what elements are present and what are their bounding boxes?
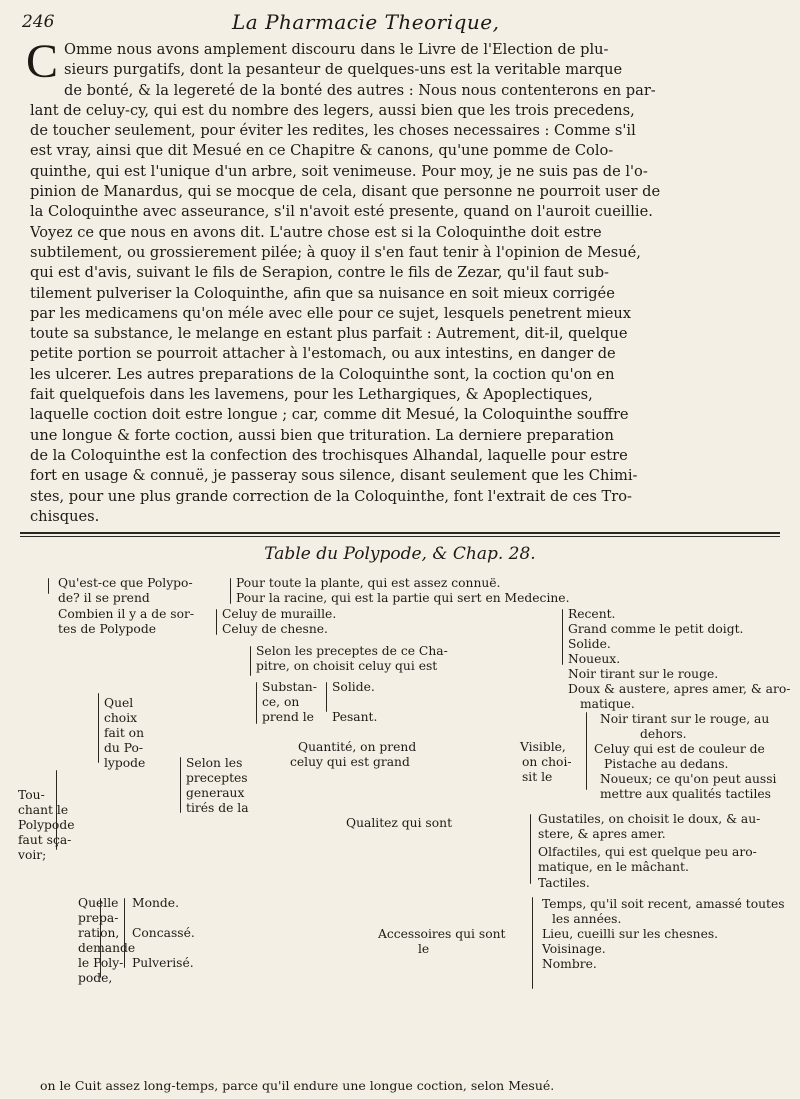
outline-label: faut sça- xyxy=(18,833,72,847)
page-number: 246 xyxy=(22,12,55,32)
outline-item: Pistache au dedans. xyxy=(604,757,729,771)
outline-question: Qu'est-ce que Polypo- xyxy=(58,576,193,590)
outline-item: Noir tirant sur le rouge, au xyxy=(600,712,770,726)
paragraph-line: sieurs purgatifs, dont la pesanteur de quelques-uns est la veritable marque xyxy=(64,61,623,79)
outline-item: Lieu, cueilli sur les chesnes. xyxy=(542,927,719,941)
paragraph-line: quinthe, qui est l'unique d'un arbre, soit venimeuse. Pour moy, je ne suis pas de l'o- xyxy=(30,162,648,180)
outline-item: Doux & austere, apres amer, & aro- xyxy=(568,682,791,696)
outline-brace xyxy=(326,682,327,712)
outline-item: on choi- xyxy=(522,755,572,769)
outline-label: lypode xyxy=(104,756,146,770)
outline-item: Nombre. xyxy=(542,957,597,971)
outline-item: Olfactiles, qui est quelque peu aro- xyxy=(538,845,757,859)
outline-item: Visible, xyxy=(520,740,566,754)
outline-item: Monde. xyxy=(132,896,179,910)
outline-label: Quel xyxy=(104,696,134,710)
outline-answer: Pour toute la plante, qui est assez connuë. xyxy=(236,576,501,590)
paragraph-line: petite portion se pourroit attacher à l'estomach, ou aux intestins, en danger de xyxy=(30,345,616,363)
outline-item: dehors. xyxy=(640,727,687,741)
outline-label: pode, xyxy=(78,971,113,985)
outline-label: Polypode xyxy=(18,818,75,832)
outline-item: mettre aux qualités tactiles xyxy=(600,787,771,801)
outline-label: tirés de la xyxy=(186,801,249,815)
paragraph-line: fort en usage & connuë, je passeray sous silence, disant seulement que les Chimi- xyxy=(30,467,638,485)
paragraph-line: chisques. xyxy=(30,507,100,525)
table-title: Table du Polypode, & Chap. 28. xyxy=(264,544,536,564)
outline-item: Concassé. xyxy=(132,926,195,940)
outline-label: voir; xyxy=(18,848,47,862)
outline-question: de? il se prend xyxy=(58,591,150,605)
outline-brace xyxy=(530,814,531,884)
outline-item: Grand comme le petit doigt. xyxy=(568,622,744,636)
outline-item: Solide. xyxy=(332,680,375,694)
outline-brace xyxy=(562,609,563,665)
outline-item: Quantité, on prend xyxy=(298,740,417,754)
outline-label: le Poly- xyxy=(78,956,124,970)
outline-answer: Celuy de chesne. xyxy=(222,622,328,636)
outline-label: preceptes xyxy=(186,771,248,785)
outline-item: Selon les preceptes de ce Cha- xyxy=(256,644,448,658)
paragraph-line: par les medicamens qu'on méle avec elle pour ce sujet, lesquels penetrent mieux xyxy=(30,304,632,322)
outline-item: Recent. xyxy=(568,607,616,621)
outline-question: Combien il y a de sor- xyxy=(58,607,195,621)
outline-brace xyxy=(250,646,251,676)
outline-brace xyxy=(216,609,217,635)
outline-label: choix xyxy=(104,711,138,725)
outline-label: ration, xyxy=(78,926,120,940)
paragraph-line: toute sa substance, le melange en estant plus parfait : Autrement, dit-il, quelque xyxy=(30,325,628,343)
paragraph-line: de la Coloquinthe est la confection des trochisques Alhandal, laquelle pour estre xyxy=(30,446,628,464)
outline-brace xyxy=(230,578,231,604)
outline-item: matique. xyxy=(580,697,635,711)
outline-label: Quelle xyxy=(78,896,119,910)
paragraph-line: stes, pour une plus grande correction de la Coloquinthe, font l'extrait de ces Tro- xyxy=(30,487,632,505)
outline-item: Tactiles. xyxy=(538,876,590,890)
outline-item: celuy qui est grand xyxy=(290,755,410,769)
outline-brace xyxy=(48,578,49,594)
outline-item: Noueux; ce qu'on peut aussi xyxy=(600,772,777,786)
outline-label: du Po- xyxy=(104,741,144,755)
outline-item: Qualitez qui sont xyxy=(346,816,453,830)
paragraph-line: subtilement, ou grossierement pilée; à quoy il s'en faut tenir à l'opinion de Mesué, xyxy=(30,243,641,261)
outline-item: ce, on xyxy=(262,695,300,709)
outline-answer: Celuy de muraille. xyxy=(222,607,337,621)
outline-label: fait on xyxy=(104,726,144,740)
drop-capital: C xyxy=(26,35,59,88)
paragraph-line: laquelle coction doit estre longue ; car, comme dit Mesué, la Coloquinthe souffre xyxy=(30,406,629,424)
outline-item: sit le xyxy=(522,770,553,784)
paragraph-line: qui est d'avis, suivant le fils de Serapion, contre le fils de Zezar, qu'il faut sub- xyxy=(30,264,609,282)
outline-label: demande xyxy=(78,941,136,955)
outline-bottom-line: on le Cuit assez long-temps, parce qu'il endure une longue coction, selon Mesué. xyxy=(40,1078,555,1093)
paragraph-line: fait quelquefois dans les lavemens, pour les Lethargiques, & Apoplectiques, xyxy=(30,386,593,404)
outline-item: Pesant. xyxy=(332,710,378,724)
running-title: La Pharmacie Theorique, xyxy=(232,10,500,34)
outline-label: chant le xyxy=(18,803,69,817)
paragraph-line: lant de celuy-cy, qui est du nombre des legers, aussi bien que les trois precedens, xyxy=(30,101,635,119)
outline-item: Pulverisé. xyxy=(132,956,194,970)
paragraph-line: de toucher seulement, pour éviter les redites, les choses necessaires : Comme s'il xyxy=(30,122,636,140)
outline-brace xyxy=(256,682,257,724)
paragraph-line: Voyez ce que nous en avons dit. L'autre chose est si la Coloquinthe doit estre xyxy=(30,223,602,241)
outline-label: generaux xyxy=(186,786,245,800)
outline-brace xyxy=(532,897,533,989)
outline-label: prepa- xyxy=(78,911,119,925)
outline-item: le xyxy=(418,942,430,956)
outline-item: prend le xyxy=(262,710,314,724)
outline-item: Accessoires qui sont xyxy=(378,927,506,941)
outline-item: Noueux. xyxy=(568,652,621,666)
outline-brace xyxy=(124,898,125,968)
paragraph-line: une longue & forte coction, aussi bien que trituration. La derniere preparation xyxy=(30,426,614,444)
paragraph-line: les ulcerer. Les autres preparations de la Coloquinthe sont, la coction qu'on en xyxy=(30,365,615,383)
outline-label: Tou- xyxy=(18,788,45,802)
outline-item: les années. xyxy=(552,912,622,926)
paragraph-line: tilement pulveriser la Coloquinthe, afin que sa nuisance en soit mieux corrigée xyxy=(30,284,615,302)
paragraph-line: est vray, ainsi que dit Mesué en ce Chapitre & canons, qu'une pomme de Colo- xyxy=(30,142,614,160)
outline-item: Gustatiles, on choisit le doux, & au- xyxy=(538,812,761,826)
outline-item: matique, en le mâchant. xyxy=(538,860,689,874)
paragraph-line: de bonté, & la legereté de la bonté des autres : Nous nous contenterons en par- xyxy=(64,81,656,99)
outline-item: Substan- xyxy=(262,680,317,694)
outline-brace xyxy=(98,693,99,763)
paragraph-line: Omme nous avons amplement discouru dans le Livre de l'Election de plu- xyxy=(64,41,609,58)
outline-item: Celuy qui est de couleur de xyxy=(594,742,765,756)
outline-brace xyxy=(180,757,181,813)
outline-answer: Pour la racine, qui est la partie qui sert en Medecine. xyxy=(236,591,570,605)
outline-item: Voisinage. xyxy=(542,942,606,956)
paragraph-line: la Coloquinthe avec asseurance, s'il n'avoit esté presente, quand on l'auroit cueillie. xyxy=(30,203,653,221)
outline-label: Selon les xyxy=(186,756,243,770)
outline-item: Temps, qu'il soit recent, amassé toutes xyxy=(542,897,785,911)
outline-item: stere, & apres amer. xyxy=(538,827,666,841)
outline-item: pitre, on choisit celuy qui est xyxy=(256,659,438,673)
outline-brace xyxy=(586,712,587,790)
outline-item: Noir tirant sur le rouge. xyxy=(568,667,719,681)
outline-item: Solide. xyxy=(568,637,611,651)
outline-question: tes de Polypode xyxy=(58,622,156,636)
paragraph-line: pinion de Manardus, qui se mocque de cela, disant que personne ne pourroit user de xyxy=(30,183,661,201)
